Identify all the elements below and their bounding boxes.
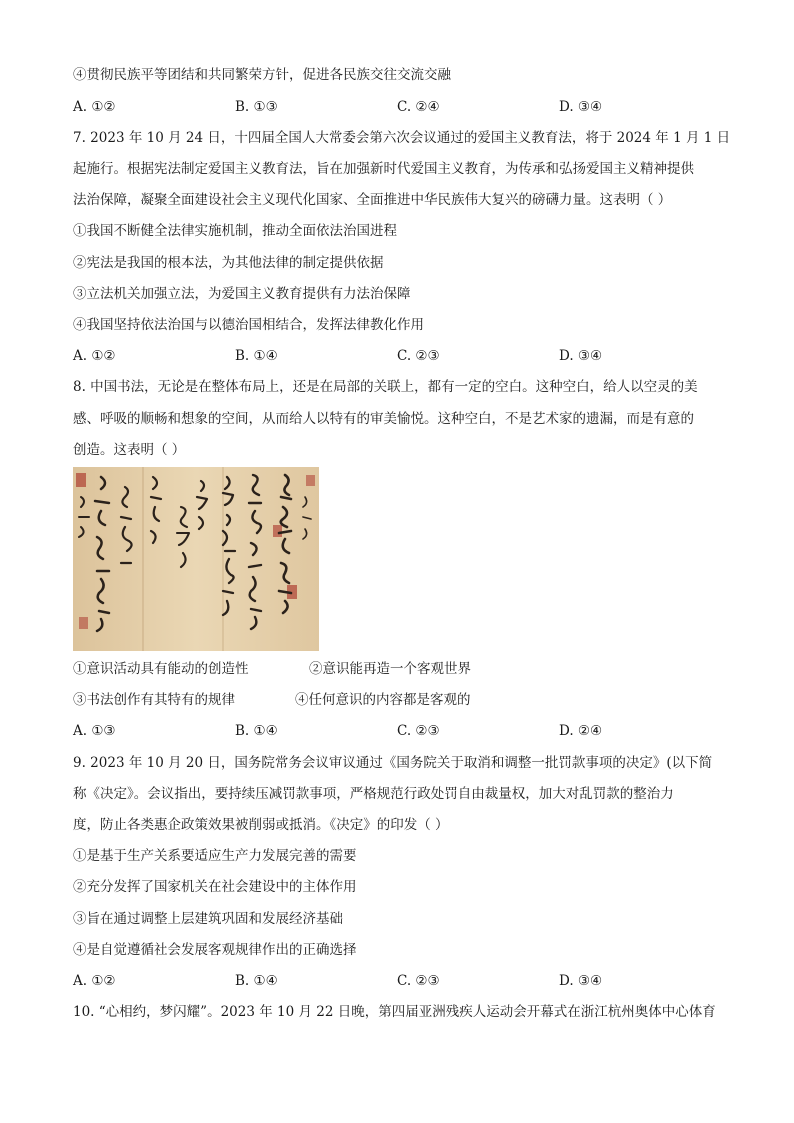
q7-option-c[interactable]: C. ②③ [397, 348, 440, 364]
q9-item-4: ④是自觉遵循社会发展客观规律作出的正确选择 [73, 942, 357, 958]
q7-stem-line-1: 7. 2023 年 10 月 24 日，十四届全国人大常委会第六次会议通过的爱国主义教育法，将于 2024 年 1 月 1 日 [73, 130, 731, 146]
q7-options [73, 346, 723, 366]
q7-option-b[interactable]: B. ①④ [235, 348, 278, 364]
q6-option-b[interactable]: B. ①③ [235, 99, 278, 115]
q8-options [73, 721, 723, 741]
q7-stem-line-2: 起施行。根据宪法制定爱国主义教育法，旨在加强新时代爱国主义教育，为传承和弘扬爱国主义精神提供 [73, 161, 694, 177]
paper-background [73, 467, 319, 651]
q9-item-3: ③旨在通过调整上层建筑巩固和发展经济基础 [73, 911, 343, 927]
q8-items-row-2 [73, 690, 723, 710]
calligraphy-image [73, 467, 319, 651]
q7-item-3: ③立法机关加强立法，为爱国主义教育提供有力法治保障 [73, 286, 411, 302]
q8-option-d[interactable]: D. ②④ [559, 723, 603, 739]
q8-item-2: ②意识能再造一个客观世界 [309, 661, 471, 677]
q9-item-1: ①是基于生产关系要适应生产力发展完善的需要 [73, 848, 357, 864]
q8-option-b[interactable]: B. ①④ [235, 723, 278, 739]
q8-item-1: ①意识活动具有能动的创造性 [73, 661, 249, 677]
seal-mark [79, 617, 88, 629]
q9-options [73, 971, 723, 991]
q9-option-a[interactable]: A. ①② [73, 973, 116, 989]
seal-mark [273, 525, 282, 537]
q6-option-a[interactable]: A. ①② [73, 99, 116, 115]
q9-stem-line-3: 度，防止各类惠企政策效果被削弱或抵消。《决定》的印发（ ） [73, 817, 449, 833]
q9-option-c[interactable]: C. ②③ [397, 973, 440, 989]
q7-option-a[interactable]: A. ①② [73, 348, 116, 364]
q9-stem-line-1: 9. 2023 年 10 月 20 日，国务院常务会议审议通过《国务院关于取消和调整一批罚款事项的决定》(以下简 [73, 755, 713, 771]
seal-mark [306, 475, 315, 486]
q9-option-d[interactable]: D. ③④ [559, 973, 603, 989]
q7-stem-line-3: 法治保障，凝聚全面建设社会主义现代化国家、全面推进中华民族伟大复兴的磅礴力量。这表明（ ） [73, 192, 672, 208]
q8-items-row-1 [73, 659, 723, 679]
q6-options [73, 97, 723, 117]
calligraphy-illustration [73, 467, 319, 651]
q6-item-4: ④贯彻民族平等团结和共同繁荣方针，促进各民族交往交流交融 [73, 67, 451, 83]
q8-item-4: ④任何意识的内容都是客观的 [295, 692, 471, 708]
q9-stem-line-2: 称《决定》。会议指出，要持续压减罚款事项，严格规范行政处罚自由裁量权，加大对乱罚款的整治力 [73, 786, 674, 802]
q7-item-4: ④我国坚持依法治国与以德治国相结合，发挥法律教化作用 [73, 317, 424, 333]
q10-stem-line-1: 10. “心相约，梦闪耀”。2023 年 10 月 22 日晚，第四届亚洲残疾人运动会开幕式在浙江杭州奥体中心体育 [73, 1004, 716, 1020]
q9-item-2: ②充分发挥了国家机关在社会建设中的主体作用 [73, 879, 357, 895]
seal-mark [76, 473, 86, 487]
q9-option-b[interactable]: B. ①④ [235, 973, 278, 989]
q7-option-d[interactable]: D. ③④ [559, 348, 603, 364]
q6-option-d[interactable]: D. ③④ [559, 99, 603, 115]
q8-item-3: ③书法创作有其特有的规律 [73, 692, 235, 708]
q7-item-2: ②宪法是我国的根本法，为其他法律的制定提供依据 [73, 255, 384, 271]
q8-stem-line-3: 创造。这表明（ ） [73, 442, 186, 458]
q8-option-a[interactable]: A. ①③ [73, 723, 116, 739]
q8-stem-line-1: 8. 中国书法，无论是在整体布局上，还是在局部的关联上，都有一定的空白。这种空白，给人以空灵的美 [73, 379, 698, 395]
q7-item-1: ①我国不断健全法律实施机制，推动全面依法治国进程 [73, 223, 397, 239]
q8-stem-line-2: 感、呼吸的顺畅和想象的空间，从而给人以特有的审美愉悦。这种空白，不是艺术家的遗漏，而是有意的 [73, 411, 694, 427]
q8-option-c[interactable]: C. ②③ [397, 723, 440, 739]
q6-option-c[interactable]: C. ②④ [397, 99, 440, 115]
